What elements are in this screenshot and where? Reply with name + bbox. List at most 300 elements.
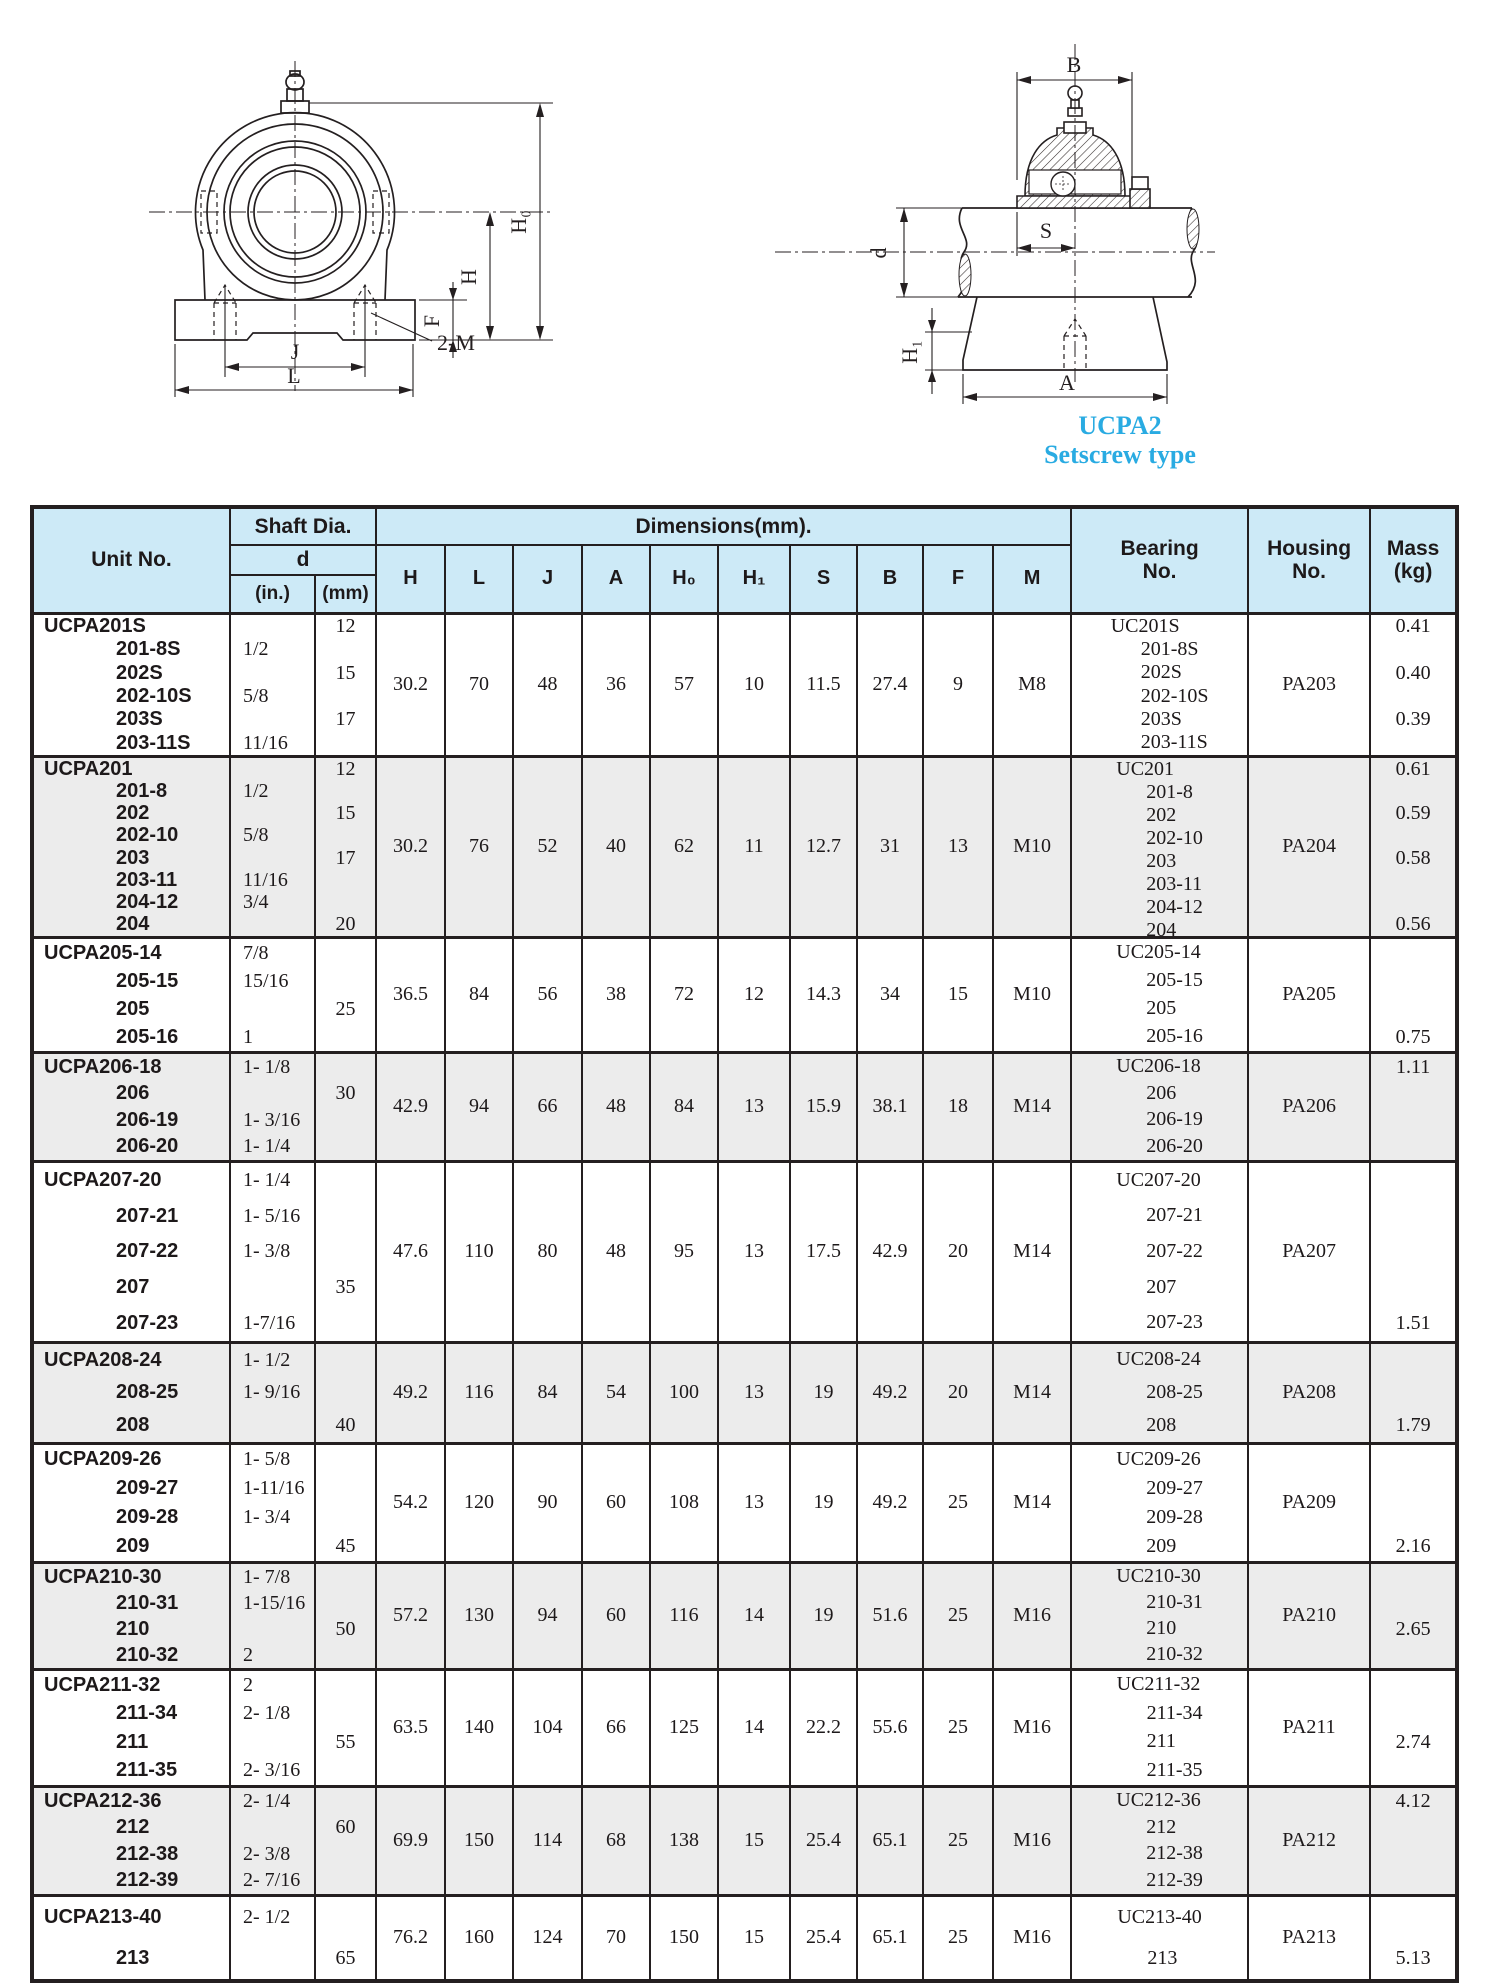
col-header-S: S	[790, 545, 857, 613]
cell-line	[316, 1478, 375, 1498]
cell-line	[316, 1027, 375, 1047]
mass-cell	[1370, 1895, 1457, 1981]
cell-line	[1371, 1645, 1455, 1665]
bearing-no-cell	[1071, 1342, 1248, 1443]
unit-no-cell	[32, 1443, 230, 1562]
cell-line: UC213-40	[1117, 1905, 1202, 1928]
dim-s-cell: 25.4	[790, 1895, 857, 1981]
cell-line	[1371, 1478, 1455, 1498]
cell-line: 206-19	[1146, 1108, 1203, 1131]
dim-j-cell: 124	[513, 1895, 582, 1981]
front-label-h: H	[456, 269, 481, 285]
cell-line: 1- 3/16	[243, 1108, 301, 1131]
cell-line: 210	[1146, 1617, 1177, 1639]
cell-line	[316, 1907, 375, 1927]
col-header-M: M	[993, 545, 1071, 613]
col-header-shaft-dia: Shaft Dia.	[230, 507, 376, 545]
cell-line: 5.13	[1395, 1947, 1431, 1969]
cell-line: UC210-30	[1116, 1565, 1201, 1587]
table-row	[32, 937, 1457, 1052]
shaft-dia-inch-cell	[230, 1161, 315, 1342]
cell-line: 210-31	[1146, 1591, 1203, 1613]
dim-m-cell: M16	[993, 1669, 1071, 1786]
cell-line	[1371, 1870, 1455, 1890]
cell-line	[316, 1870, 375, 1890]
cell-line: 1/2	[243, 779, 269, 802]
unit-no-cell	[32, 1052, 230, 1161]
dim-s-cell: 25.4	[790, 1786, 857, 1895]
cell-line: 211	[116, 1730, 149, 1753]
cell-line: 2- 3/8	[243, 1842, 291, 1865]
spec-table	[30, 505, 1459, 1983]
cell-line: UC211-32	[1116, 1673, 1201, 1696]
housing-no-cell: PA212	[1248, 1786, 1370, 1895]
dim-s-cell: 17.5	[790, 1161, 857, 1342]
cell-line: 35	[335, 1276, 356, 1299]
cell-line	[316, 1170, 375, 1190]
dim-m-cell: M14	[993, 1342, 1071, 1443]
bearing-no-cell	[1071, 1562, 1248, 1669]
bearing-no-cell	[1071, 1895, 1248, 1981]
cell-line: 20	[335, 913, 356, 936]
cell-line: 1- 9/16	[243, 1381, 301, 1404]
table-row	[32, 1052, 1457, 1161]
dim-h0-cell: 138	[650, 1786, 718, 1895]
dim-a-cell: 66	[582, 1669, 650, 1786]
front-dimension-arrows	[175, 103, 544, 394]
cell-line: 60	[335, 1816, 356, 1839]
bearing-no-cell	[1071, 1052, 1248, 1161]
col-header-H: H	[376, 545, 445, 613]
cell-line: UCPA208-24	[44, 1348, 162, 1371]
mass-cell	[1370, 1443, 1457, 1562]
cell-line: 209	[1146, 1534, 1177, 1557]
dim-f-cell: 9	[923, 613, 993, 756]
dim-l-cell: 110	[445, 1161, 513, 1342]
dim-m-cell: M14	[993, 1052, 1071, 1161]
dim-h0-cell: 84	[650, 1052, 718, 1161]
unit-no-cell	[32, 1895, 230, 1981]
cell-line	[231, 709, 314, 729]
table-row	[32, 756, 1457, 937]
cell-line	[316, 892, 375, 912]
cell-line: 1-15/16	[243, 1591, 306, 1614]
dim-h0-cell: 150	[650, 1895, 718, 1981]
side-dimension-arrows	[900, 76, 1167, 401]
dim-h1-cell: 11	[718, 756, 790, 937]
cell-line	[316, 1567, 375, 1587]
cell-line	[316, 1449, 375, 1469]
dim-s-cell: 19	[790, 1342, 857, 1443]
shaft-dia-inch-cell	[230, 1895, 315, 1981]
col-header-mass	[1370, 507, 1457, 613]
cell-line: 0.39	[1395, 708, 1431, 731]
cell-line: 203S	[1140, 707, 1182, 730]
cell-line	[1371, 971, 1455, 991]
cell-line: 11/16	[243, 731, 288, 754]
cell-line: 207-21	[116, 1204, 179, 1227]
dim-l-cell: 94	[445, 1052, 513, 1161]
cell-line: UC201	[1116, 757, 1175, 780]
side-centerlines	[775, 44, 1215, 382]
bearing-header-line2: No.	[1142, 560, 1177, 584]
cell-line: 213	[1147, 1946, 1178, 1969]
col-header-bearing-no	[1071, 507, 1248, 613]
table-row	[32, 1161, 1457, 1342]
cell-line	[316, 825, 375, 845]
dim-b-cell: 27.4	[857, 613, 923, 756]
cell-line	[1371, 1170, 1455, 1190]
shaft-dia-inch-cell	[230, 937, 315, 1052]
cell-line: 210-32	[1146, 1643, 1203, 1665]
cell-line: 2.65	[1395, 1617, 1431, 1640]
cell-line: 208	[116, 1414, 150, 1437]
dim-h1-cell: 13	[718, 1443, 790, 1562]
cell-line	[316, 1136, 375, 1156]
dim-h0-cell: 116	[650, 1562, 718, 1669]
cell-line	[1371, 1350, 1455, 1370]
col-header-unit-no: Unit No.	[32, 507, 230, 613]
cell-line: 45	[335, 1535, 356, 1557]
cell-line: 208-25	[1146, 1380, 1203, 1403]
shaft-dia-inch-cell	[230, 756, 315, 937]
cell-line	[1371, 825, 1455, 845]
cell-line: 203-11	[116, 868, 178, 891]
shaft-dia-mm-cell	[315, 1786, 376, 1895]
cell-line: 17	[335, 846, 356, 869]
cell-line: 0.59	[1395, 802, 1431, 825]
dim-f-cell: 25	[923, 1562, 993, 1669]
bearing-no-cell	[1071, 1161, 1248, 1342]
col-header-F: F	[923, 545, 993, 613]
cell-line: 2- 3/16	[243, 1759, 301, 1782]
cell-line	[316, 1675, 375, 1695]
dim-b-cell: 31	[857, 756, 923, 937]
cell-line: 203-11S	[116, 731, 191, 754]
dim-h-cell: 57.2	[376, 1562, 445, 1669]
side-dimension-lines	[904, 72, 1167, 404]
cell-line: 0.40	[1395, 661, 1431, 684]
cell-line: 205	[116, 997, 150, 1020]
unit-no-cell	[32, 1342, 230, 1443]
dim-j-cell: 56	[513, 937, 582, 1052]
cell-line	[1371, 733, 1455, 753]
cell-line: 4.12	[1395, 1789, 1431, 1812]
dim-h0-cell: 95	[650, 1161, 718, 1342]
cell-line: 204-12	[116, 891, 179, 914]
shaft-dia-mm-cell	[315, 1161, 376, 1342]
cell-line	[316, 1382, 375, 1402]
cell-line	[1371, 1760, 1455, 1780]
dim-a-cell: 54	[582, 1342, 650, 1443]
cell-line: 3/4	[243, 891, 269, 914]
col-header-housing-no	[1248, 507, 1370, 613]
col-header-H0: H₀	[650, 545, 718, 613]
cell-line: 2.74	[1395, 1730, 1431, 1753]
cell-line	[1371, 1703, 1455, 1723]
unit-no-cell	[32, 1161, 230, 1342]
cell-line: 205	[1146, 997, 1177, 1019]
cell-line: 211-34	[1146, 1701, 1203, 1724]
cell-line	[1371, 1136, 1455, 1156]
cell-line	[231, 1083, 314, 1103]
cell-line	[1371, 1277, 1455, 1297]
unit-no-cell	[32, 1786, 230, 1895]
cell-line: 201-8S	[1140, 637, 1199, 660]
shaft-dia-mm-cell	[315, 1443, 376, 1562]
dim-h-cell: 36.5	[376, 937, 445, 1052]
cell-line: 1- 3/4	[243, 1506, 291, 1528]
shaft-dia-inch-cell	[230, 1443, 315, 1562]
unit-no-cell	[32, 613, 230, 756]
cell-line: 0.61	[1395, 757, 1431, 780]
unit-no-cell	[32, 937, 230, 1052]
cell-line	[316, 1760, 375, 1780]
housing-no-cell: PA206	[1248, 1052, 1370, 1161]
dim-h0-cell: 57	[650, 613, 718, 756]
side-label-a: A	[1059, 370, 1075, 395]
shaft-dia-inch-cell	[230, 1669, 315, 1786]
table-row	[32, 1786, 1457, 1895]
cell-line: 207-22	[1146, 1239, 1203, 1262]
dim-a-cell: 38	[582, 937, 650, 1052]
cell-line	[231, 1948, 314, 1968]
cell-line: UCPA205-14	[44, 941, 162, 964]
series-name: UCPA2	[1078, 411, 1162, 440]
cell-line: 1-7/16	[243, 1311, 296, 1334]
cell-line: 202-10S	[1140, 684, 1209, 707]
dim-l-cell: 120	[445, 1443, 513, 1562]
dim-j-cell: 66	[513, 1052, 582, 1161]
dim-f-cell: 25	[923, 1669, 993, 1786]
type-name: Setscrew type	[1044, 439, 1196, 469]
cell-line: 206	[1146, 1081, 1177, 1104]
cell-line	[316, 943, 375, 963]
cell-line	[316, 1313, 375, 1333]
dim-l-cell: 84	[445, 937, 513, 1052]
dim-s-cell: 19	[790, 1562, 857, 1669]
cell-line: 203-11S	[1140, 731, 1208, 754]
cell-line: 206-20	[116, 1135, 179, 1158]
cell-line: UC208-24	[1116, 1348, 1201, 1371]
cell-line: 40	[335, 1414, 356, 1437]
dim-f-cell: 15	[923, 937, 993, 1052]
cell-line: UCPA212-36	[44, 1789, 162, 1812]
side-label-s: S	[1039, 218, 1053, 243]
cell-line: 207-23	[1146, 1311, 1203, 1334]
dim-s-cell: 22.2	[790, 1669, 857, 1786]
unit-no-cell	[32, 1669, 230, 1786]
cell-line: 1- 1/2	[243, 1348, 291, 1371]
cell-line: 1- 5/8	[243, 1448, 291, 1470]
cell-line: 206-20	[1146, 1134, 1203, 1157]
shaft-dia-mm-cell	[315, 613, 376, 756]
cell-line: 203	[1146, 849, 1177, 872]
front-label-l: L	[287, 363, 301, 388]
cell-line	[1371, 1567, 1455, 1587]
housing-header-line2: No.	[1292, 560, 1326, 584]
table-row	[32, 1669, 1457, 1786]
dim-m-cell: M16	[993, 1895, 1071, 1981]
dim-h-cell: 69.9	[376, 1786, 445, 1895]
dim-h0-cell: 125	[650, 1669, 718, 1786]
side-bearing-section	[1017, 86, 1150, 208]
dim-f-cell: 25	[923, 1895, 993, 1981]
cell-line: UC205-14	[1116, 941, 1201, 963]
table-row	[32, 1895, 1457, 1981]
cell-line: 210	[116, 1617, 150, 1640]
cell-line: 1.51	[1395, 1311, 1431, 1334]
cell-line: 212-39	[116, 1869, 179, 1892]
cell-line	[1371, 1449, 1455, 1469]
table-row	[32, 613, 1457, 756]
dim-l-cell: 160	[445, 1895, 513, 1981]
cell-line	[1371, 1593, 1455, 1613]
dim-s-cell: 14.3	[790, 937, 857, 1052]
housing-no-cell: PA204	[1248, 756, 1370, 937]
cell-line: 5/8	[243, 824, 269, 847]
cell-line: 2	[243, 1673, 253, 1696]
cell-line	[316, 1507, 375, 1527]
dim-m-cell: M10	[993, 756, 1071, 937]
cell-line: 1.79	[1395, 1414, 1431, 1437]
cell-line: 5/8	[243, 685, 269, 708]
mass-cell	[1370, 937, 1457, 1052]
dim-f-cell: 20	[923, 1342, 993, 1443]
cell-line	[231, 848, 314, 868]
col-header-H1: H₁	[718, 545, 790, 613]
cell-line: UC212-36	[1116, 1789, 1201, 1812]
cell-line: 209-28	[116, 1506, 179, 1528]
cell-line	[316, 870, 375, 890]
cell-line	[316, 686, 375, 706]
cell-line: 2	[243, 1643, 253, 1666]
dim-j-cell: 90	[513, 1443, 582, 1562]
dim-m-cell: M14	[993, 1161, 1071, 1342]
cell-line: 0.41	[1395, 615, 1431, 638]
cell-line: 1- 5/16	[243, 1204, 301, 1227]
dim-s-cell: 12.7	[790, 756, 857, 937]
table-row	[32, 1443, 1457, 1562]
side-view-drawing	[680, 30, 1220, 410]
dim-l-cell: 140	[445, 1669, 513, 1786]
cell-line: 212-39	[1146, 1868, 1203, 1891]
dim-s-cell: 19	[790, 1443, 857, 1562]
cell-line	[316, 781, 375, 801]
mass-header-line1: Mass	[1386, 536, 1440, 560]
front-label-h0: H₀	[506, 210, 531, 234]
cell-line	[316, 1593, 375, 1613]
cell-line: 1/2	[243, 638, 269, 661]
cell-line: 0.56	[1395, 913, 1431, 936]
cell-line: 202-10	[116, 824, 179, 847]
dim-j-cell: 48	[513, 613, 582, 756]
cell-line: 25	[335, 997, 356, 1020]
housing-no-cell: PA207	[1248, 1161, 1370, 1342]
cell-line: 211	[1146, 1730, 1176, 1753]
unit-no-cell	[32, 1562, 230, 1669]
cell-line	[231, 1536, 314, 1556]
cell-line: 17	[335, 708, 356, 731]
col-header-dimensions: Dimensions(mm).	[376, 507, 1071, 545]
cell-line: 202S	[116, 661, 163, 684]
cell-line: 55	[335, 1730, 356, 1753]
cell-line: 202	[1146, 803, 1177, 826]
col-header-B: B	[857, 545, 923, 613]
shaft-dia-inch-cell	[230, 613, 315, 756]
dim-f-cell: 25	[923, 1443, 993, 1562]
dim-s-cell: 15.9	[790, 1052, 857, 1161]
dim-b-cell: 65.1	[857, 1895, 923, 1981]
cell-line: 1- 1/8	[243, 1055, 291, 1078]
cell-line	[316, 971, 375, 991]
dim-h1-cell: 13	[718, 1161, 790, 1342]
cell-line: 211-35	[1146, 1758, 1203, 1781]
dim-a-cell: 36	[582, 613, 650, 756]
cell-line: 12	[335, 615, 356, 638]
dim-m-cell: M16	[993, 1562, 1071, 1669]
cell-line: 201-8	[1146, 780, 1193, 803]
housing-no-cell: PA208	[1248, 1342, 1370, 1443]
cell-line: 201-8	[116, 779, 168, 802]
dim-b-cell: 42.9	[857, 1161, 923, 1342]
cell-line: UCPA213-40	[44, 1906, 162, 1928]
housing-no-cell: PA209	[1248, 1443, 1370, 1562]
cell-line: 203-11	[1146, 872, 1203, 895]
cell-line	[1371, 999, 1455, 1019]
dim-h-cell: 63.5	[376, 1669, 445, 1786]
cell-line	[231, 1732, 314, 1752]
cell-line: 202-10S	[116, 685, 192, 708]
dim-m-cell: M16	[993, 1786, 1071, 1895]
dim-h1-cell: 13	[718, 1342, 790, 1443]
cell-line	[231, 1817, 314, 1837]
cell-line	[231, 1277, 314, 1297]
dim-f-cell: 13	[923, 756, 993, 937]
front-label-j: J	[290, 339, 300, 364]
dim-h-cell: 54.2	[376, 1443, 445, 1562]
cell-line	[231, 914, 314, 934]
header-row-1	[32, 507, 1457, 545]
cell-line: 202-10	[1146, 826, 1203, 849]
dim-b-cell: 65.1	[857, 1786, 923, 1895]
dim-l-cell: 150	[445, 1786, 513, 1895]
cell-line	[1371, 943, 1455, 963]
cell-line: 0.58	[1395, 846, 1431, 869]
shaft-dia-mm-cell	[315, 1669, 376, 1786]
dim-b-cell: 49.2	[857, 1443, 923, 1562]
cell-line	[1371, 639, 1455, 659]
table-row	[32, 1562, 1457, 1669]
cell-line	[316, 1844, 375, 1864]
cell-line: UCPA201S	[44, 615, 146, 638]
col-header-L: L	[445, 545, 513, 613]
dim-m-cell: M8	[993, 613, 1071, 756]
bearing-no-cell	[1071, 613, 1248, 756]
cell-line: 1- 1/4	[243, 1135, 291, 1158]
dim-a-cell: 68	[582, 1786, 650, 1895]
mass-cell	[1370, 1161, 1457, 1342]
cell-line	[1371, 781, 1455, 801]
cell-line: 213	[116, 1947, 150, 1969]
cell-line	[231, 1619, 314, 1639]
shaft-dia-inch-cell	[230, 1786, 315, 1895]
dim-h-cell: 42.9	[376, 1052, 445, 1161]
cell-line: 202	[116, 802, 150, 825]
cell-line: 65	[335, 1947, 356, 1969]
dim-h1-cell: 13	[718, 1052, 790, 1161]
cell-line: 206	[116, 1082, 150, 1105]
